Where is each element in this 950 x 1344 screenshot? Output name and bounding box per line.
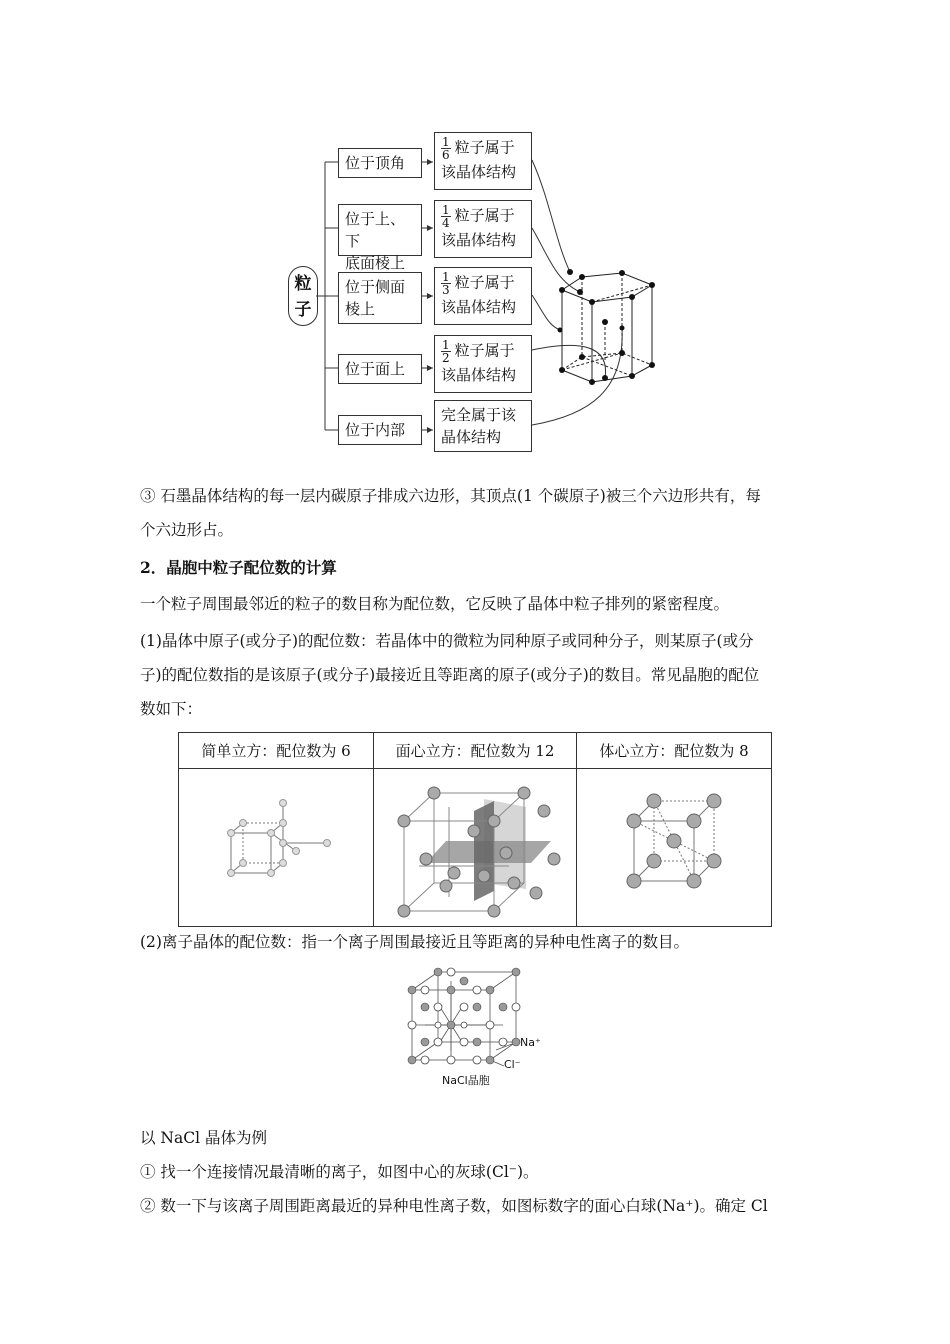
graphite-line-1: ③ 石墨晶体结构的每一层内碳原子排成六边形，其顶点(1 个碳原子)被三个六边形共有，每 — [140, 487, 761, 505]
header-bcc: 体心立方：配位数为 8 — [577, 733, 772, 769]
header-simple-cubic: 简单立方：配位数为 6 — [179, 733, 374, 769]
cl-label: Cl⁻ — [504, 1058, 521, 1071]
coordination-table — [178, 732, 772, 927]
header-fcc: 面心立方：配位数为 12 — [374, 733, 577, 769]
na-label: Na⁺ — [520, 1036, 541, 1049]
fraction-numerator: 1 — [442, 270, 450, 284]
position-text: 位于上、下 — [345, 210, 406, 250]
result-box-interior — [434, 400, 532, 452]
nacl-example-line: 以 NaCl 晶体为例 — [140, 1129, 267, 1147]
position-text: 位于顶角 — [345, 154, 406, 172]
root-particle-label — [288, 266, 318, 326]
result-text: 粒子属于 — [454, 138, 515, 157]
position-text-line2: 棱上 — [345, 300, 376, 318]
result-text-line2: 该晶体结构 — [441, 163, 517, 181]
nacl-caption: NaCl晶胞 — [442, 1074, 490, 1087]
fraction-denominator: 2 — [442, 351, 450, 365]
graphite-paragraph — [140, 484, 810, 542]
result-text: 粒子属于 — [454, 341, 515, 360]
fraction-numerator: 1 — [442, 135, 450, 149]
result-text: 完全属于该 — [441, 406, 517, 424]
fraction — [441, 339, 451, 364]
table-header-row — [179, 733, 772, 769]
result-text-line2: 该晶体结构 — [441, 231, 517, 249]
position-box-interior — [338, 415, 422, 445]
definition-line: 一个粒子周围最邻近的粒子的数目称为配位数，它反映了晶体中粒子排列的紧密程度。 — [140, 595, 730, 613]
fraction-denominator: 3 — [442, 283, 450, 297]
position-text-line2: 底面棱上 — [345, 254, 406, 272]
position-box-side-edge — [338, 272, 422, 324]
position-text: 位于面上 — [345, 360, 406, 378]
nacl-unit-cell-diagram — [400, 962, 550, 1077]
ionic-coordination-line: (2)离子晶体的配位数：指一个离子周围最接近且等距离的异种电性离子的数目。 — [140, 933, 689, 951]
section-heading: 2．晶胞中粒子配位数的计算 — [140, 558, 337, 577]
fraction-denominator: 4 — [442, 216, 450, 230]
simple-cubic-image — [179, 769, 374, 927]
result-box-side-edge — [434, 267, 532, 325]
nacl-figure — [400, 962, 550, 1092]
fraction — [441, 136, 451, 161]
bcc-diagram — [579, 771, 769, 921]
position-box-vertex — [338, 148, 422, 178]
result-box-face — [434, 335, 532, 393]
result-text: 粒子属于 — [454, 206, 515, 225]
position-box-top-bottom-edge — [338, 204, 422, 272]
p1-line-2: 子)的配位数指的是该原子(或分子)最接近且等距离的原子(或分子)的数目。常见晶胞的配位 — [140, 666, 760, 684]
position-box-face — [338, 354, 422, 384]
fraction-denominator: 6 — [442, 148, 450, 162]
root-char-1: 粒 — [294, 274, 312, 294]
table-image-row — [179, 769, 772, 927]
fraction — [441, 271, 451, 296]
fraction-numerator: 1 — [442, 203, 450, 217]
fcc-image — [374, 769, 577, 927]
result-text-line2: 晶体结构 — [441, 428, 502, 446]
bcc-image — [577, 769, 772, 927]
result-box-top-bottom-edge — [434, 200, 532, 258]
root-char-2: 子 — [294, 300, 312, 320]
result-box-vertex — [434, 132, 532, 190]
step-1-line: ① 找一个连接情况最清晰的离子，如图中心的灰球(Cl⁻)。 — [140, 1163, 539, 1181]
p1-line-3: 数如下： — [140, 700, 203, 718]
result-text-line2: 该晶体结构 — [441, 298, 517, 316]
position-text: 位于侧面 — [345, 278, 406, 296]
atomic-coordination-paragraph — [140, 624, 810, 726]
fraction — [441, 204, 451, 229]
graphite-line-2: 个六边形占。 — [140, 521, 234, 539]
position-text: 位于内部 — [345, 421, 406, 439]
result-text: 粒子属于 — [454, 273, 515, 292]
simple-cubic-diagram — [181, 771, 371, 921]
result-text-line2: 该晶体结构 — [441, 366, 517, 384]
p1-line-1: (1)晶体中原子(或分子)的配位数：若晶体中的微粒为同种原子或同种分子，则某原子(或分 — [140, 632, 754, 650]
fraction-numerator: 1 — [442, 338, 450, 352]
step-2-line: ② 数一下与该离子周围距离最近的异种电性离子数，如图标数字的面心白球(Na⁺)。确定 Cl — [140, 1197, 768, 1215]
fcc-diagram — [376, 771, 574, 921]
